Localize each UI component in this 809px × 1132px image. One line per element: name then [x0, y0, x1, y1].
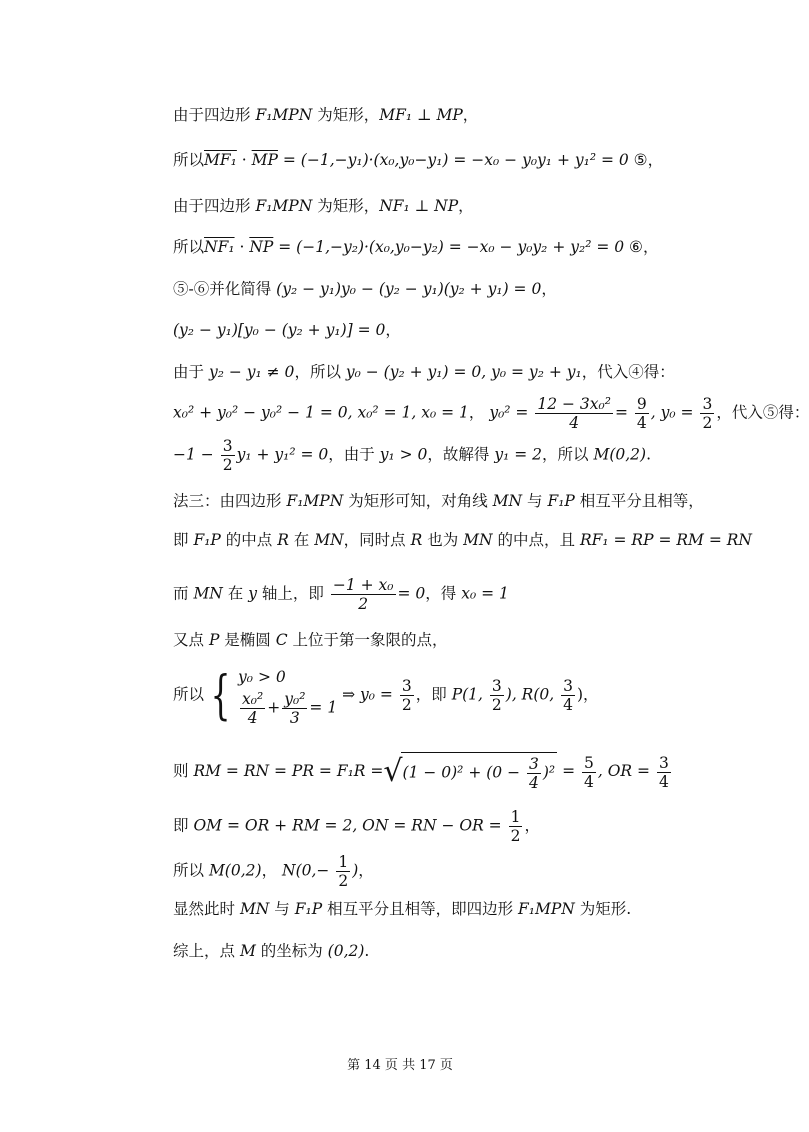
- math: M(0,2): [208, 861, 262, 880]
- math: = 1: [309, 698, 338, 717]
- denominator: 4: [563, 696, 573, 714]
- fraction: [527, 755, 541, 792]
- line-4: [173, 235, 658, 259]
- math: y₀² =: [489, 403, 529, 422]
- denominator: 4: [247, 709, 258, 727]
- math: = (−1,−y₂)·(x₀,y₀−y₂) = −x₀ − y₀y₂ + y₂² = 0: [273, 238, 625, 256]
- equation-system: [238, 664, 337, 727]
- math: =: [562, 762, 576, 780]
- text: 轴上，即: [257, 584, 329, 603]
- numerator: 3: [702, 395, 713, 413]
- text: ，即: [415, 685, 452, 704]
- line-15: [173, 752, 673, 792]
- fraction: [331, 576, 396, 613]
- text: 相互平分且相等，即四边形: [322, 900, 518, 918]
- math: P: [208, 631, 220, 649]
- text: ，: [358, 861, 374, 880]
- fraction: [240, 690, 265, 727]
- math: R: [277, 531, 289, 549]
- text: 也为: [422, 531, 464, 549]
- text: 由于: [173, 363, 209, 381]
- text: ，: [541, 280, 557, 298]
- line-12: [173, 576, 509, 613]
- line-16: [173, 808, 540, 845]
- text: 所以: [173, 861, 209, 880]
- text: )，: [577, 685, 599, 704]
- text: ，: [261, 861, 282, 880]
- math: RM = RN = PR = F₁R =: [193, 762, 384, 780]
- math: MN: [239, 900, 270, 918]
- math: R: [410, 531, 423, 549]
- math: F₁P: [547, 492, 575, 510]
- square-root: [401, 752, 558, 792]
- math: , y₀ =: [650, 403, 694, 422]
- line-1: [173, 103, 478, 127]
- numerator: 3: [222, 437, 233, 455]
- brace-icon: {: [210, 665, 231, 726]
- text: ，代入④得：: [581, 363, 675, 381]
- numerator: x₀²: [242, 690, 264, 708]
- denominator: 4: [584, 772, 594, 791]
- text: ，: [385, 321, 401, 339]
- text: 显然此时: [173, 900, 240, 918]
- math: F₁MPN: [255, 197, 313, 215]
- text: ，由于: [328, 445, 380, 464]
- math: (0,2): [327, 942, 365, 960]
- math: MF₁ ⊥ MP: [379, 106, 463, 124]
- fraction: [635, 395, 649, 432]
- denominator: 2: [358, 595, 369, 613]
- text: 为矩形，: [312, 106, 380, 124]
- line-14: [173, 664, 599, 727]
- vector-mp: $\overline{MP}$: [251, 151, 278, 169]
- math: RF₁ = RP = RM = RN: [579, 531, 752, 549]
- text: ，得: [425, 584, 462, 603]
- text: 的中点，且: [492, 531, 580, 549]
- text: ，: [524, 816, 540, 835]
- fraction: [221, 437, 235, 474]
- math: F₁MPN: [255, 106, 313, 124]
- text: ，所以: [542, 445, 594, 464]
- line-6: [173, 318, 401, 342]
- denominator: 2: [222, 456, 233, 474]
- denominator: 4: [569, 414, 580, 432]
- line-9: [173, 437, 651, 474]
- text: 为矩形，: [312, 197, 380, 215]
- numerator: 3: [658, 753, 669, 772]
- numerator: 3: [491, 677, 502, 695]
- math: ·: [234, 238, 250, 256]
- text: ⑤-⑥并化简得: [173, 280, 277, 298]
- text: 又点: [173, 631, 209, 649]
- text: 相互平分且相等，: [574, 492, 704, 510]
- math: F₁MPN: [518, 900, 575, 918]
- math: OM = OR + RM = 2, ON = RN − OR =: [193, 816, 502, 835]
- math: P(1,: [451, 685, 483, 704]
- numerator: 12 − 3x₀²: [537, 395, 611, 413]
- vector-np: $\overline{NP}$: [249, 238, 274, 256]
- fraction: [700, 395, 714, 432]
- text: 在: [288, 531, 315, 549]
- denominator: 2: [491, 696, 502, 714]
- text: 由于四边形: [173, 106, 256, 124]
- text: 所以: [173, 238, 205, 256]
- math: y₁ > 0: [379, 445, 428, 464]
- math: M: [239, 942, 256, 960]
- math: −1 −: [173, 445, 214, 464]
- text: 与: [269, 900, 295, 918]
- fraction: [582, 754, 596, 791]
- fraction: [490, 677, 504, 714]
- page-footer: 第 14 页 共 17 页: [347, 1058, 453, 1073]
- text: 而: [173, 584, 194, 603]
- line-8: [173, 395, 809, 432]
- denominator: 2: [510, 827, 521, 845]
- math: x₀ = 1: [461, 584, 509, 603]
- fraction: [282, 690, 307, 727]
- math: ): [352, 861, 359, 880]
- numerator: 1: [510, 808, 521, 826]
- text: .: [646, 445, 652, 464]
- numerator: 9: [636, 395, 647, 413]
- numerator: 3: [401, 677, 412, 695]
- line-17: [173, 853, 374, 890]
- denominator: 4: [636, 414, 647, 432]
- math: =: [614, 403, 628, 422]
- fraction: [535, 395, 613, 432]
- line-19: [173, 939, 369, 963]
- math: ⇒ y₀ =: [342, 685, 393, 704]
- text: ，同时点: [343, 531, 411, 549]
- line-5: [173, 277, 557, 301]
- math: (1 − 0)² + (0 −: [402, 763, 525, 782]
- math: C: [275, 631, 288, 649]
- math: y₁ + y₁² = 0: [236, 445, 329, 464]
- math: x₀² + y₀² − y₀² − 1 = 0, x₀² = 1, x₀ = 1: [173, 403, 469, 422]
- line-10: [173, 489, 704, 513]
- math: ·: [236, 151, 252, 169]
- text: ，: [462, 106, 479, 124]
- text: 即: [173, 531, 194, 549]
- system-row: [238, 690, 337, 727]
- math: y₂ − y₁ ≠ 0: [208, 363, 295, 381]
- line-3: [173, 194, 474, 218]
- text: 为矩形.: [574, 900, 632, 918]
- text: 与: [522, 492, 548, 510]
- denominator: 3: [289, 709, 300, 727]
- text: 上位于第一象限的点，: [287, 631, 448, 649]
- text: 所以: [173, 685, 205, 704]
- math: MN: [314, 531, 344, 549]
- system-row: y₀ > 0: [238, 668, 286, 686]
- math: y₀ − (y₂ + y₁) = 0, y₀ = y₂ + y₁: [345, 363, 582, 381]
- math: F₁P: [294, 900, 323, 918]
- math: MN: [193, 584, 223, 603]
- denominator: 4: [528, 774, 539, 792]
- fraction: [400, 677, 414, 714]
- denominator: 2: [338, 872, 349, 890]
- line-2: [173, 148, 663, 172]
- math: MN: [492, 492, 523, 510]
- fraction: [561, 677, 575, 714]
- text: 即: [173, 816, 194, 835]
- numerator: 5: [584, 753, 594, 772]
- text: ，代入⑤得：: [716, 403, 809, 422]
- text: 综上，点: [173, 942, 240, 960]
- text: 的坐标为: [255, 942, 328, 960]
- fraction: [657, 754, 671, 791]
- line-13: [173, 628, 448, 652]
- text: ⑥，: [624, 238, 659, 256]
- text: 由于四边形: [173, 197, 256, 215]
- text: 法三：由四边形: [173, 492, 287, 510]
- denominator: 2: [401, 696, 412, 714]
- text: ，: [458, 197, 474, 215]
- math: (y₂ − y₁)[y₀ − (y₂ + y₁)] = 0: [173, 321, 386, 339]
- text: 则: [173, 762, 194, 780]
- math: = (−1,−y₁)·(x₀,y₀−y₁) = −x₀ − y₀y₁ + y₁² = 0: [277, 151, 629, 169]
- numerator: 3: [563, 677, 573, 695]
- text: ，所以: [294, 363, 346, 381]
- text: ，: [468, 403, 490, 422]
- text: 是椭圆: [219, 631, 276, 649]
- vector-mf1: MF₁: [204, 151, 237, 169]
- math: ), R(0,: [505, 685, 555, 704]
- fraction: [509, 808, 523, 845]
- numerator: 3: [528, 755, 539, 773]
- numerator: −1 + x₀: [332, 576, 394, 594]
- text: ⑤，: [628, 151, 664, 169]
- text: ，故解得: [427, 445, 495, 464]
- line-7: [173, 360, 675, 384]
- math: = 0: [397, 584, 426, 603]
- text: 为矩形可知，对角线: [343, 492, 493, 510]
- numerator: 1: [338, 853, 349, 871]
- math: +: [267, 698, 281, 717]
- math: y₁ = 2: [494, 445, 543, 464]
- math: (y₂ − y₁)y₀ − (y₂ − y₁)(y₂ + y₁) = 0: [276, 280, 542, 298]
- text: .: [364, 942, 370, 960]
- math: y: [248, 584, 257, 603]
- math: F₁P: [193, 531, 221, 549]
- math: M(0,2): [593, 445, 647, 464]
- math: MN: [463, 531, 493, 549]
- denominator: 4: [658, 772, 669, 791]
- text: 的中点: [220, 531, 278, 549]
- text: 在: [222, 584, 249, 603]
- denominator: 2: [702, 414, 713, 432]
- text: 所以: [173, 151, 205, 169]
- math: N(0,−: [282, 861, 330, 880]
- math: F₁MPN: [286, 492, 344, 510]
- line-11: [173, 528, 752, 552]
- math: )²: [542, 763, 556, 782]
- vector-nf1: NF₁: [204, 238, 235, 256]
- fraction: [336, 853, 350, 890]
- math: NF₁ ⊥ NP: [379, 197, 459, 215]
- math: , OR =: [597, 762, 651, 780]
- numerator: y₀²: [284, 690, 306, 708]
- line-18: [173, 897, 631, 921]
- sqrt-icon: √: [383, 754, 403, 789]
